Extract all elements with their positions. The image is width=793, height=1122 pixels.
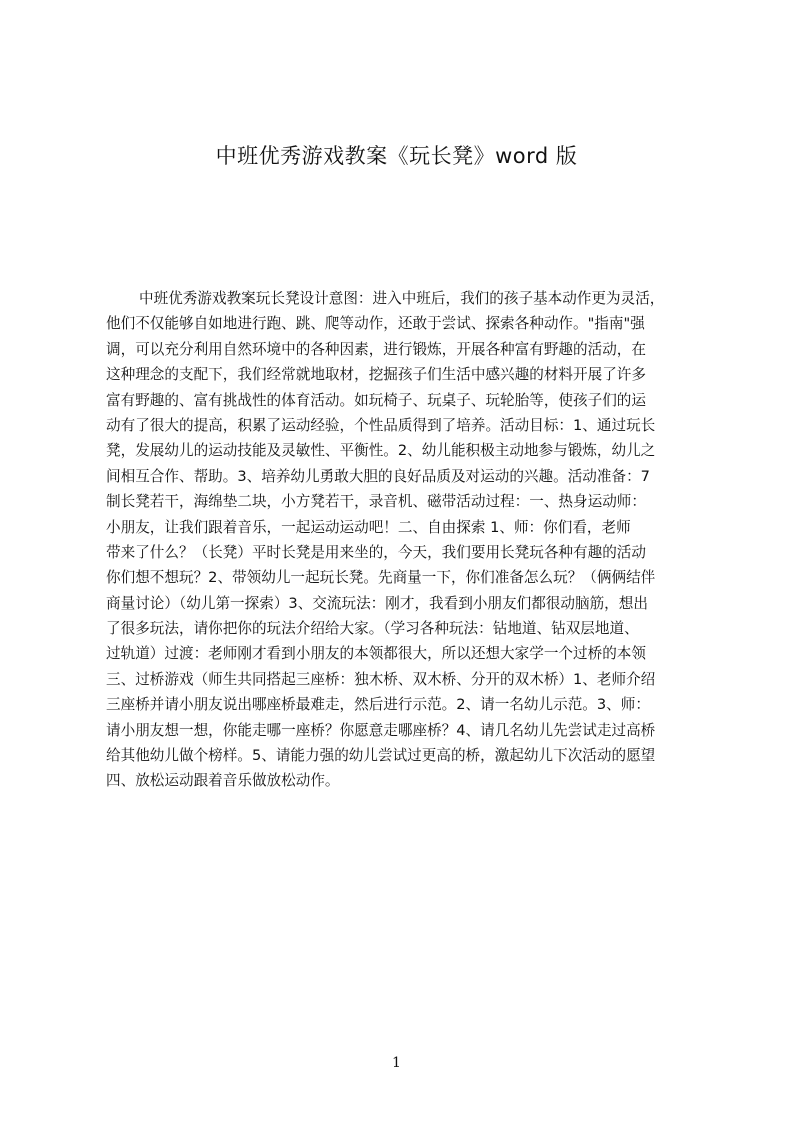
body-line: 三座桥并请小朋友说出哪座桥最难走，然后进行示范。2、请一名幼儿示范。3、师： — [106, 696, 650, 714]
body-line: 四、放松运动跟着音乐做放松动作。 — [106, 772, 340, 790]
document-title: 中班优秀游戏教案《玩长凳》word 版 — [215, 144, 578, 168]
body-line: 他们不仅能够自如地进行跑、跳、爬等动作，还敢于尝试、探索各种动作。"指南"强 — [106, 315, 645, 333]
body-line: 间相互合作、帮助。3、培养幼儿勇敢大胆的良好品质及对运动的兴趣。活动准备：7 — [106, 467, 650, 485]
body-line: 富有野趣的、富有挑战性的体育活动。如玩椅子、玩桌子、玩轮胎等，使孩子们的运 — [106, 391, 646, 409]
page-number: 1 — [392, 1055, 401, 1071]
body-line: 调，可以充分利用自然环境中的各种因素，进行锻炼，开展各种富有野趣的活动，在 — [106, 340, 646, 358]
body-line: 带来了什么？（长凳）平时长凳是用来坐的，今天，我们要用长凳玩各种有趣的活动 — [106, 543, 646, 561]
document-body — [106, 286, 700, 794]
body-line: 了很多玩法，请你把你的玩法介绍给大家。（学习各种玩法：钻地道、钻双层地道、 — [106, 620, 639, 638]
body-line: 中班优秀游戏教案玩长凳设计意图：进入中班后，我们的孩子基本动作更为灵活， — [139, 290, 665, 307]
body-line: 三、过桥游戏（师生共同搭起三座桥：独木桥、双木桥、分开的双木桥）1、老师介绍 — [106, 670, 656, 688]
body-line: 给其他幼儿做个榜样。5、请能力强的幼儿尝试过更高的桥，激起幼儿下次活动的愿望 — [106, 747, 656, 765]
body-line: 过轨道）过渡：老师刚才看到小朋友的本领都很大，所以还想大家学一个过桥的本领 — [106, 645, 646, 663]
body-line: 动有了很大的提高，积累了运动经验，个性品质得到了培养。活动目标：1、通过玩长 — [106, 416, 656, 434]
body-line: 制长凳若干，海绵垫二块，小方凳若干，录音机、磁带活动过程：一、热身运动师： — [106, 493, 646, 511]
body-line: 凳，发展幼儿的运动技能及灵敏性、平衡性。2、幼儿能积极主动地参与锻炼，幼儿之 — [106, 442, 656, 460]
body-line: 小朋友，让我们跟着音乐，一起运动运动吧！二、自由探索 1、师：你们看，老师 — [106, 518, 631, 536]
body-line: 请小朋友想一想，你能走哪一座桥？你愿意走哪座桥？4、请几名幼儿先尝试走过高桥 — [106, 721, 656, 739]
body-line: 这种理念的支配下，我们经常就地取材，挖掘孩子们生活中感兴趣的材料开展了许多 — [106, 366, 646, 384]
body-line: 商量讨论）（幼儿第一探索）3、交流玩法：刚才，我看到小朋友们都很动脑筋，想出 — [106, 594, 648, 612]
body-line: 你们想不想玩？2、带领幼儿一起玩长凳。先商量一下，你们准备怎么玩？（俩俩结伴 — [106, 569, 656, 587]
